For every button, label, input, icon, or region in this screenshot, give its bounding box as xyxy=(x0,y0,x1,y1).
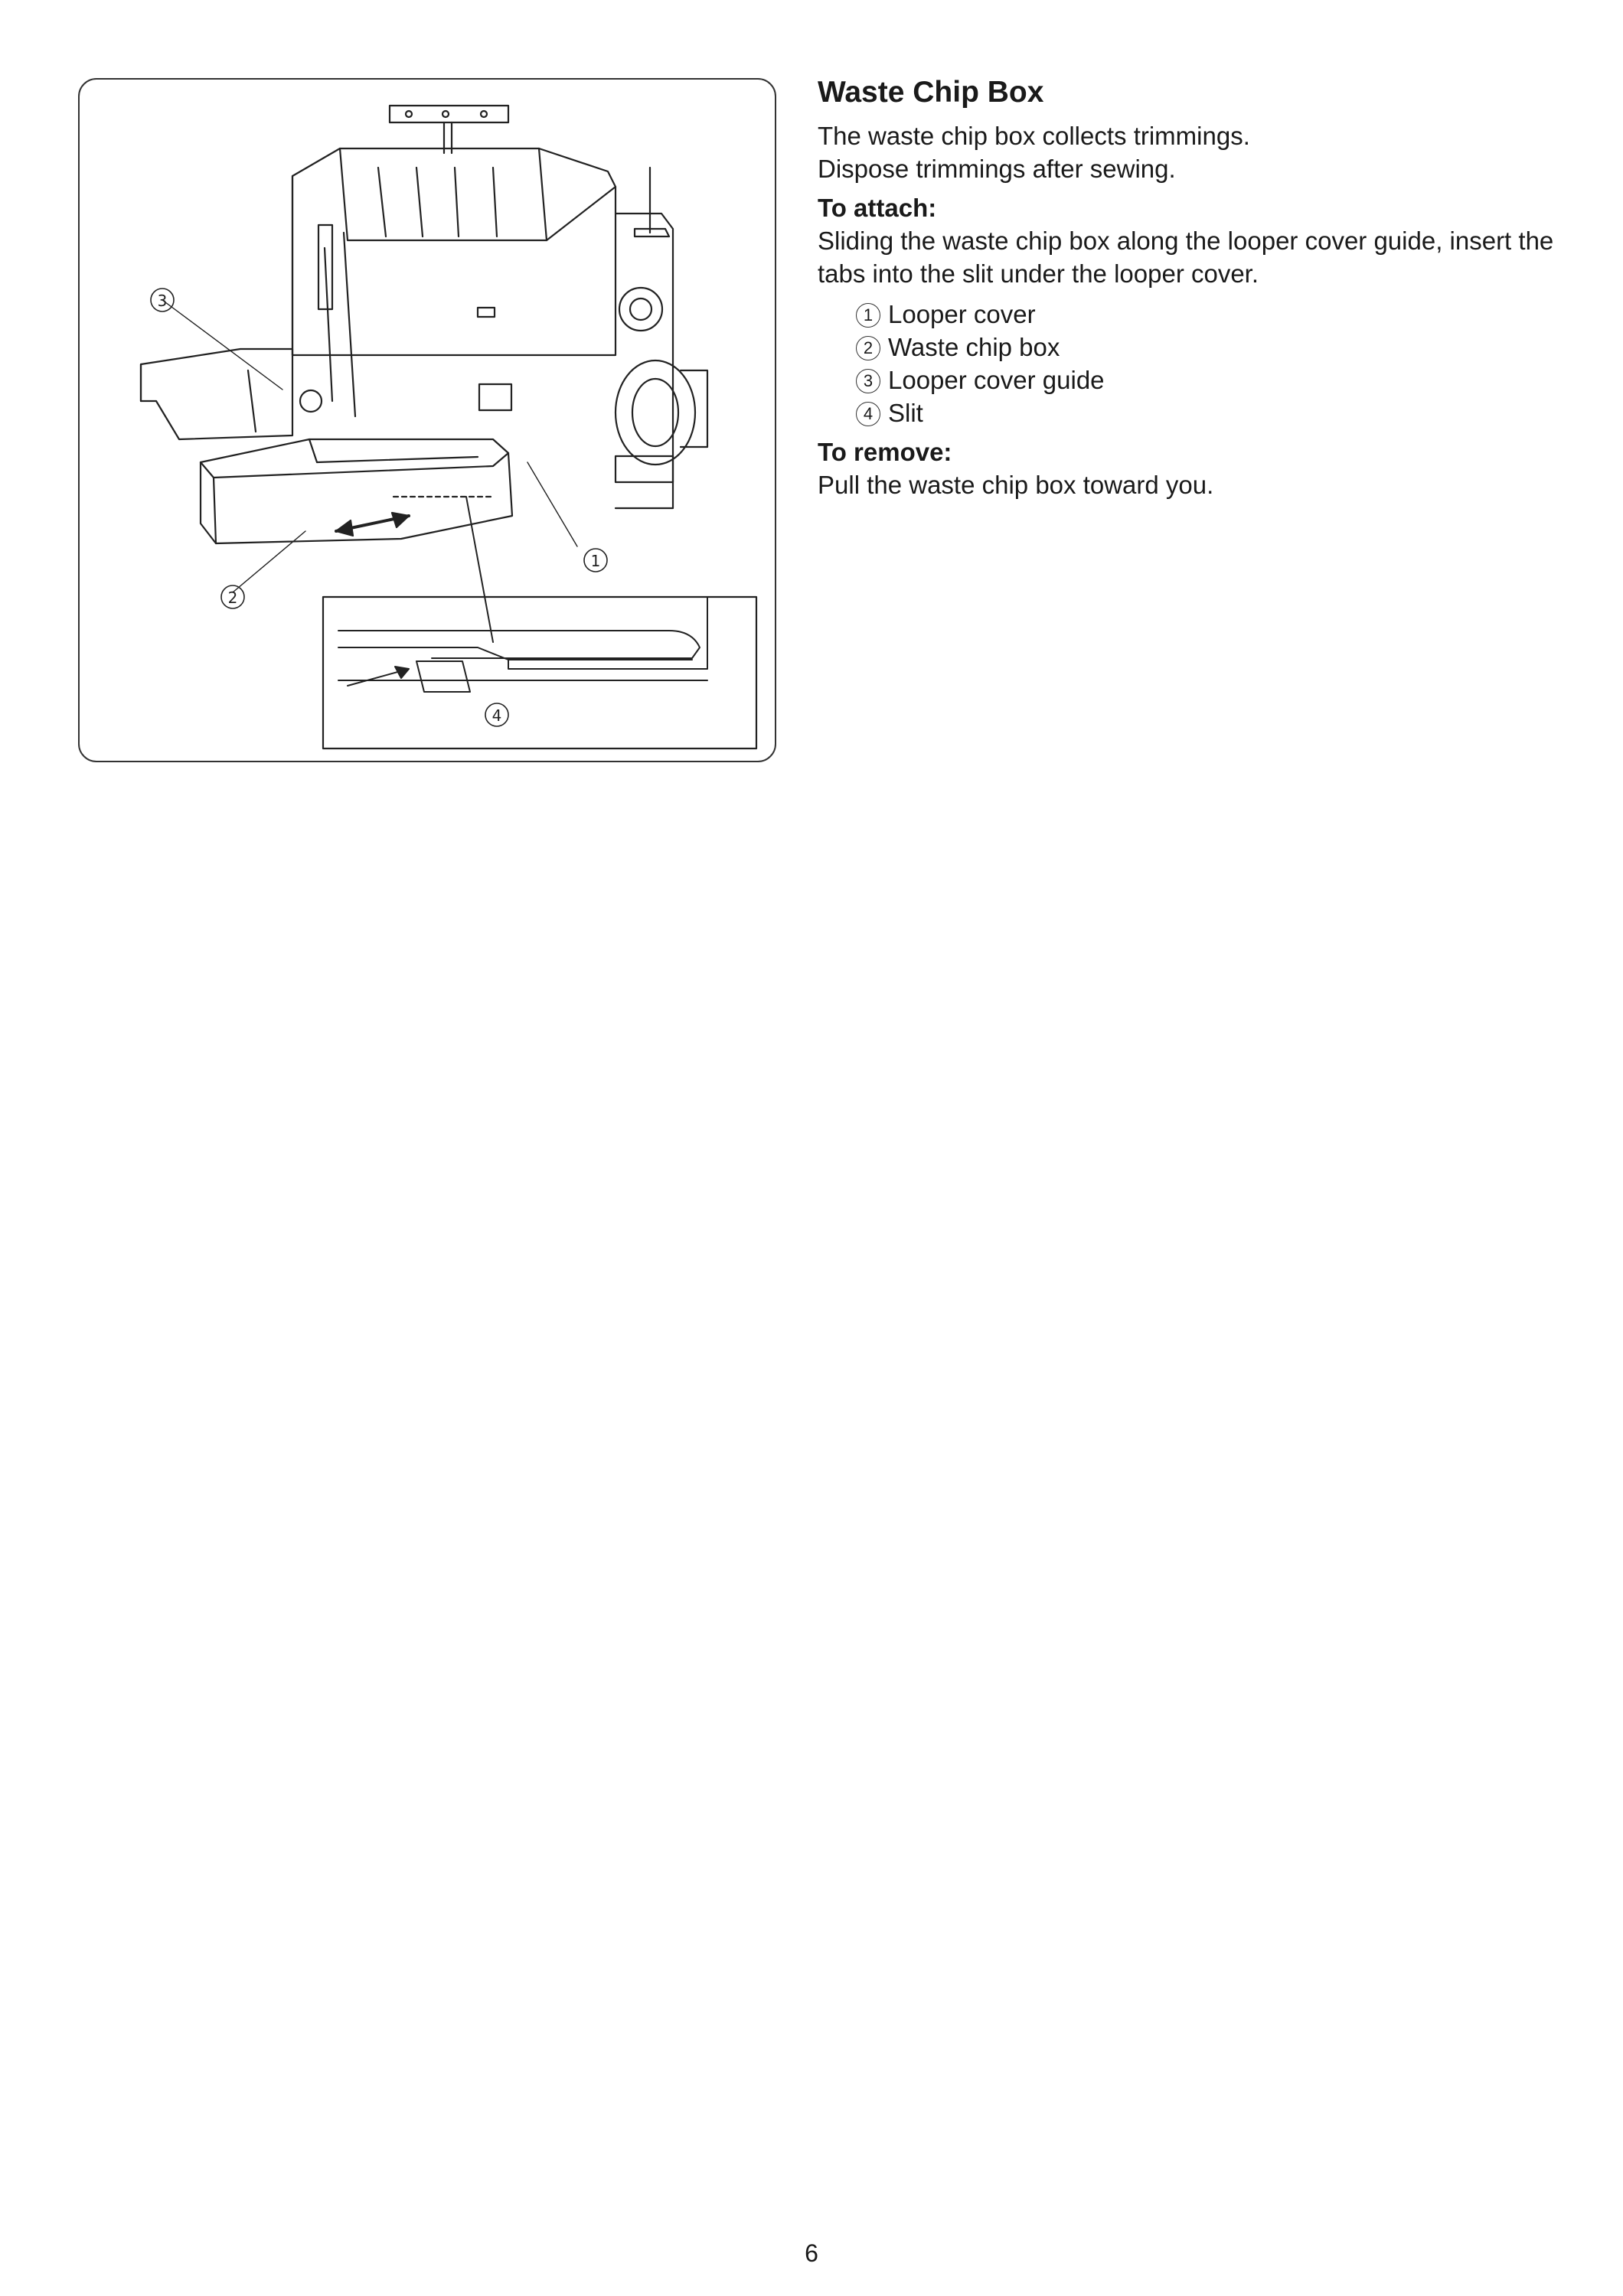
callout-3: 3 xyxy=(157,292,168,310)
attach-text: Sliding the waste chip box along the looper cover guide, insert the tabs into the slit under the looper cover. xyxy=(818,227,1554,288)
list-item xyxy=(856,331,1583,364)
part-label: Waste chip box xyxy=(888,333,1060,361)
part-label: Looper cover guide xyxy=(888,366,1105,394)
parts-list xyxy=(818,298,1583,429)
part-number: 1 xyxy=(856,303,880,328)
part-number: 3 xyxy=(856,369,880,393)
illustration-frame xyxy=(78,78,776,762)
part-label: Slit xyxy=(888,399,923,427)
list-item xyxy=(856,396,1583,429)
list-item xyxy=(856,364,1583,396)
intro-line: Dispose trimmings after sewing. xyxy=(818,155,1176,183)
page-number: 6 xyxy=(805,2239,818,2267)
intro-line: The waste chip box collects trimmings. xyxy=(818,122,1250,150)
callout-2: 2 xyxy=(227,589,238,607)
callout-4: 4 xyxy=(491,706,502,725)
serger-illustration xyxy=(80,80,778,764)
part-number: 2 xyxy=(856,336,880,360)
list-item xyxy=(856,298,1583,331)
section-title: Waste Chip Box xyxy=(818,76,1044,109)
part-number: 4 xyxy=(856,402,880,426)
callout-1: 1 xyxy=(590,552,601,570)
part-label: Looper cover xyxy=(888,300,1036,328)
remove-text: Pull the waste chip box toward you. xyxy=(818,471,1214,499)
attach-heading: To attach: xyxy=(818,194,937,222)
instructions-column xyxy=(818,73,1583,501)
remove-heading: To remove: xyxy=(818,438,952,466)
